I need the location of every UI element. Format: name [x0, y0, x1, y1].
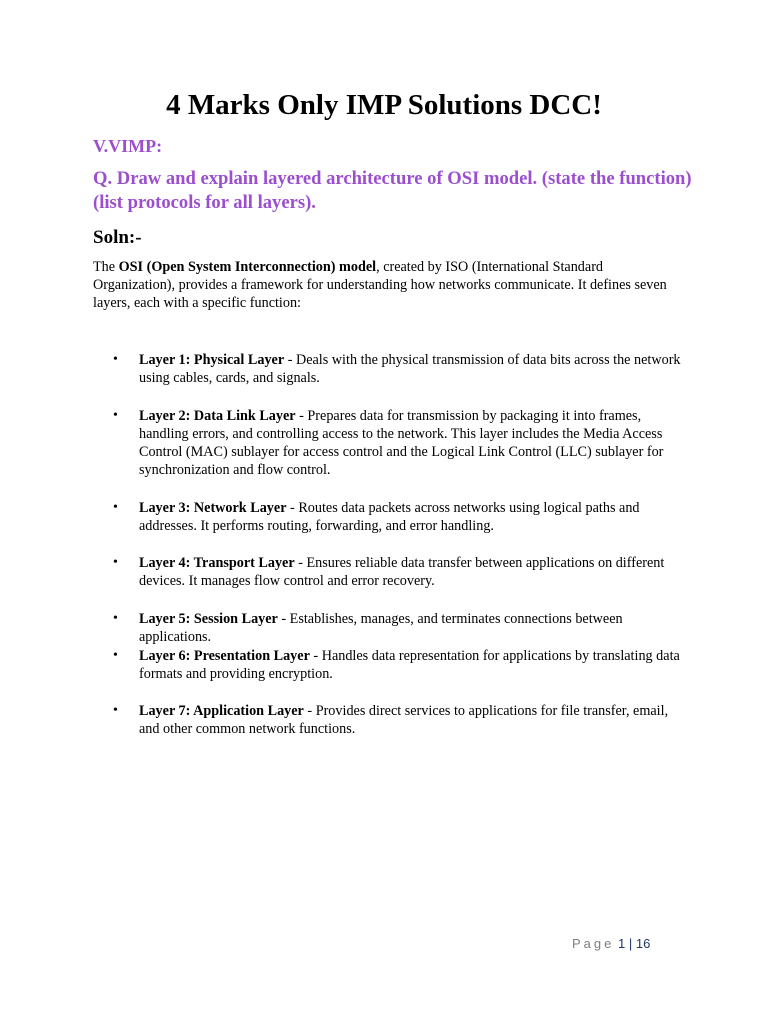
- layer-description: - Provides direct services to applications for file transfer, email, and other common network functions.: [139, 703, 669, 737]
- layer-item-6: [113, 647, 684, 683]
- bullet-icon: •: [113, 408, 118, 423]
- layer-name: Layer 3: Network Layer: [139, 500, 287, 516]
- page-number: 1: [618, 936, 626, 951]
- bullet-icon: •: [113, 648, 118, 663]
- layer-description: - Routes data packets across networks using logical paths and addresses. It performs routing, forwarding, and error handling.: [139, 500, 640, 534]
- page-separator: |: [628, 936, 633, 951]
- layer-name: Layer 4: Transport Layer: [139, 555, 295, 571]
- layer-item-1: [113, 351, 684, 387]
- bullet-icon: •: [113, 352, 118, 367]
- page-word: Page: [572, 936, 615, 951]
- layer-name: Layer 6: Presentation Layer: [139, 648, 310, 664]
- layer-description: - Deals with the physical transmission of data bits across the network using cables, cards, and signals.: [139, 352, 681, 386]
- layer-item-5: [113, 610, 684, 646]
- layer-item-3: [113, 499, 684, 535]
- layer-description: - Ensures reliable data transfer between applications on different devices. It manages flow control and error recovery.: [139, 555, 665, 589]
- page-footer: [572, 935, 650, 953]
- bullet-icon: •: [113, 500, 118, 515]
- layer-name: Layer 1: Physical Layer: [139, 352, 285, 368]
- layer-description: - Establishes, manages, and terminates connections between applications.: [139, 611, 623, 645]
- layer-description: - Handles data representation for applications by translating data formats and providing encryption.: [139, 648, 680, 682]
- layer-description: - Prepares data for transmission by packaging it into frames, handling errors, and controlling access to the network. This layer includes the Media Access Control (MAC) sublayer for access control and the Logical Link Control (LLC) sublayer for synchronization and flow control.: [139, 408, 664, 478]
- layer-name: Layer 5: Session Layer: [139, 611, 278, 627]
- layer-item-2: [113, 407, 684, 479]
- layer-item-4: [113, 554, 684, 590]
- layer-item-7: [113, 702, 684, 738]
- layer-name: Layer 2: Data Link Layer: [139, 408, 296, 424]
- bullet-icon: •: [113, 703, 118, 718]
- section-label: V.VIMP:: [93, 136, 163, 156]
- intro-bold-term: OSI (Open System Interconnection) model: [118, 259, 377, 275]
- page-title: 4 Marks Only IMP Solutions DCC!: [166, 89, 602, 121]
- bullet-icon: •: [113, 611, 118, 626]
- intro-paragraph: [93, 258, 673, 312]
- question-text: Q. Draw and explain layered architecture of OSI model. (state the function) (list protocols for all layers).: [93, 168, 692, 213]
- bullet-icon: •: [113, 555, 118, 570]
- total-pages: 16: [635, 936, 651, 951]
- layer-name: Layer 7: Application Layer: [139, 703, 304, 719]
- intro-prefix: The: [93, 259, 119, 275]
- intro-rest: , created by ISO (International Standard Organization), provides a framework for understanding how networks communicate. It defines seven layers, each with a specific function:: [93, 259, 667, 311]
- solution-label: Soln:-: [93, 227, 142, 248]
